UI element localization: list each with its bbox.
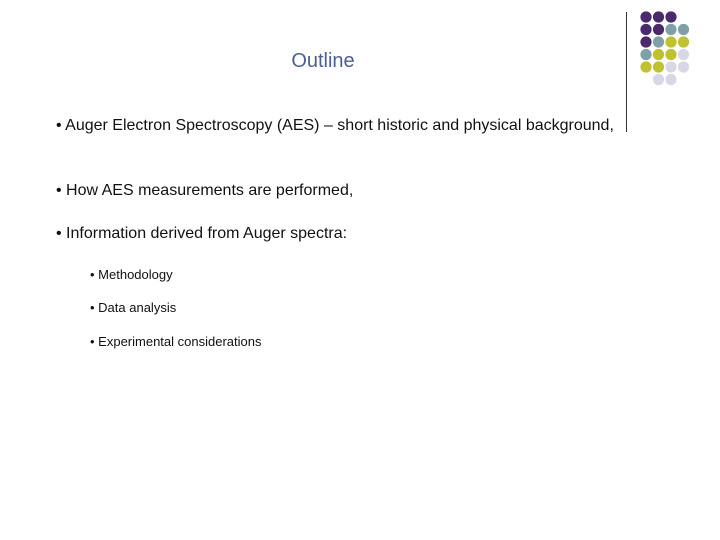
decorative-dot (665, 11, 676, 22)
decorative-dot (640, 49, 651, 60)
decorative-dot (665, 36, 676, 47)
decorative-dot (665, 24, 676, 35)
slide-title: Outline (291, 50, 355, 72)
decorative-dot (665, 49, 676, 60)
decorative-dot (653, 24, 664, 35)
decorative-dot (640, 61, 651, 72)
decorative-dot (665, 61, 676, 72)
decorative-dot (653, 74, 664, 85)
decorative-dot (640, 36, 651, 47)
decorative-dot (653, 11, 664, 22)
decorative-dot (678, 36, 689, 47)
decorative-dot (640, 24, 651, 35)
bullet-auger-spectra-info: • Information derived from Auger spectra: (56, 225, 348, 242)
decorative-dot (678, 61, 689, 72)
decorative-dot (678, 24, 689, 35)
decorative-dot-grid (0, 0, 720, 140)
sub-bullet-data-analysis: • Data analysis (90, 300, 177, 315)
decorative-dot (665, 74, 676, 85)
decorative-dot (653, 61, 664, 72)
sub-bullet-methodology: • Methodology (90, 267, 173, 282)
decorative-dot (653, 36, 664, 47)
bullet-aes-measurements: • How AES measurements are performed, (56, 182, 354, 199)
decorative-dot (640, 11, 651, 22)
bullet-aes-background: • Auger Electron Spectroscopy (AES) – short historic and physical background, (56, 117, 614, 134)
decorative-dot (678, 49, 689, 60)
sub-bullet-experimental-considerations: • Experimental considerations (90, 334, 262, 349)
decorative-dot (653, 49, 664, 60)
